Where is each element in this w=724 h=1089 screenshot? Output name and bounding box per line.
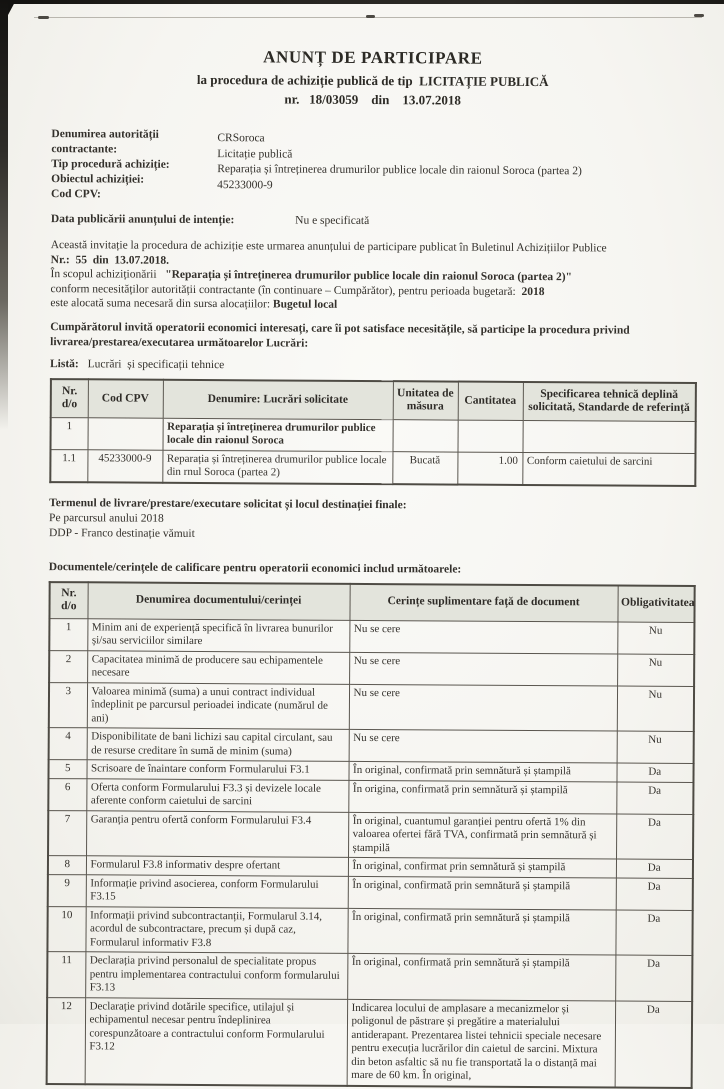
um-cell	[392, 419, 457, 451]
document-subtitle: la procedura de achiziție publică de tip LICITAȚIE PUBLICĂ	[196, 71, 549, 90]
den-cell: Oferta conform Formularului F3.3 și devizele locale aferente conform caietului de sarcini	[86, 778, 348, 812]
funding-source-bold: Bugetul local	[272, 298, 338, 312]
col-header-unitate: Unitatea de măsura	[393, 381, 458, 419]
table-row	[47, 997, 693, 1087]
den-cell: Disponibilitate de bani lichizi sau capital circulant, sau de resurse creditare în sumă de minim (suma)	[87, 728, 349, 762]
detail-label: Denumirea autorității contractante:	[51, 128, 159, 156]
budget-year-bold: 2018	[521, 285, 545, 298]
table-header-row	[51, 379, 696, 421]
table-row	[47, 952, 692, 1001]
cer-cell: Indicarea locului de amplasare a mecanizmelor și poligonul de păstrare și pregătire a materialului antiderapant. Prezentarea listei tehnicii speciale necesare pentru execuția lucrărilor din caietul de sarcini. Mixtura din beton asfaltic să nu fie transportată la o distanță mai mare de 60 km. În original,	[347, 999, 616, 1087]
table-row	[49, 728, 694, 764]
obl-cell: Da	[616, 763, 693, 782]
nr-cell: 10	[47, 906, 85, 952]
den-cell: Declarația privind personalul de specialitate propus pentru implementarea contractului conform formularului F3.13	[85, 952, 347, 999]
publication-date-row	[51, 213, 693, 229]
intro-line-bulletin-nr: Nr.: 55 din 13.07.2018.	[50, 253, 170, 267]
den-cell: Formularul F3.8 informativ despre ofertant	[86, 856, 348, 876]
nr-cell: 5	[48, 760, 86, 779]
den-cell: Informații privind subcontractanții, Formularul 3.14, acordul de subcontractare, precum și după caz, Formularul informativ F3.8	[85, 906, 347, 953]
contract-details	[51, 127, 693, 206]
scan-edge-left	[0, 0, 8, 430]
col-header-document: Denumirea documentului/cerinței	[87, 582, 349, 620]
qualification-table-body	[47, 618, 695, 1087]
detail-value: Licitație publică	[217, 147, 293, 161]
col-header-nr: Nr. d/o	[49, 582, 87, 619]
cpv-cell	[87, 417, 162, 449]
cer-cell: În original, confirmat prin semnătură și ștampilă	[348, 858, 616, 878]
cer-cell: Nu se cere	[349, 730, 617, 764]
nr-cell: 1	[49, 618, 87, 650]
publication-date-label: Data publicării anunțului de intenție:	[50, 213, 235, 227]
den-cell: Scrisoare de înaintare conform Formularului F3.1	[86, 760, 348, 780]
obl-cell: Da	[616, 859, 693, 878]
works-table	[49, 378, 697, 486]
den-cell: Minim ani de experiență specifică în livrarea bunurilor și/sau serviciilor similare	[87, 618, 349, 652]
nr-cell: 2	[49, 650, 87, 682]
intro-text: În scopul achiziționării	[50, 268, 166, 281]
obl-cell: Nu	[617, 686, 694, 732]
col-header-obligativitate: Obligativitatea	[617, 585, 694, 622]
cer-cell: În original, confirmată prin semnătură și ștampilă	[348, 762, 616, 782]
works-table-body	[50, 417, 695, 485]
col-header-cerinte: Cerințe suplimentare față de document	[349, 584, 617, 622]
list-caption-text: Lucrări și specificații tehnice	[87, 358, 225, 372]
um-cell: Bucată	[392, 451, 457, 484]
scan-mark	[38, 16, 49, 19]
den-cell: Reparația și întreținerea drumurilor publice locale din rnul Soroca (partea 2)	[162, 450, 392, 484]
table-header-row	[49, 582, 694, 622]
table-row	[49, 650, 694, 686]
delivery-term-line: Pe parcursul anului 2018	[49, 511, 164, 525]
intro-paragraph	[50, 238, 692, 315]
cer-cell: În origina, confirmată prin semnătură și ștampilă	[348, 780, 616, 814]
den-cell: Informație privind asocierea, conform Formularului F3.15	[86, 874, 348, 908]
spec-cell	[522, 420, 695, 453]
list-caption	[50, 358, 692, 374]
detail-label: Obiectul achiziției:	[51, 173, 145, 186]
intro-text: este alocată suma necesară din sursa alocațiilor:	[50, 297, 273, 311]
publication-date-value: Nu e specificată	[295, 214, 370, 228]
cer-cell: Nu se cere	[349, 652, 617, 686]
qualification-heading: Documentele/cerințele de calificare pentru operatorii economici includ următoarele:	[48, 560, 462, 576]
obl-cell: Nu	[617, 731, 694, 763]
nr-cell: 12	[47, 997, 86, 1084]
cer-cell: În original, confirmată prin semnătură și ștampilă	[347, 954, 615, 1001]
col-header-nr: Nr. d/o	[51, 379, 88, 417]
cer-cell: În original, confirmată prin semnătură și ștampilă	[348, 876, 616, 910]
intro-line: Această invitație la procedura de achiziție este urmarea anunțului de participare publicat în Buletinul Achizițiilor Publice	[50, 239, 607, 255]
den-cell: Capacitatea minimă de producere sau echipamentele necesare	[87, 650, 349, 684]
qualification-table-header	[49, 582, 694, 622]
col-header-denumire: Denumire: Lucrări solicitate	[163, 380, 393, 419]
table-row	[49, 682, 694, 731]
obl-cell: Da	[615, 955, 692, 1001]
scan-mark	[366, 15, 375, 18]
invitation-paragraph: Cumpărătorul invită operatorii economici interesați, care îi pot satisface necesitățile, să participe la procedura privind livrarea/prestarea/executarea următoarelor Lucrări:	[50, 321, 630, 350]
table-row	[47, 906, 692, 955]
scan-edge-top	[0, 0, 724, 4]
contract-details-labels	[51, 127, 217, 203]
obl-cell: Da	[615, 1001, 693, 1088]
contract-details-values	[217, 128, 693, 206]
table-row	[51, 417, 696, 453]
table-row	[48, 778, 693, 814]
cer-cell: Nu se cere	[349, 620, 617, 654]
nr-cell: 9	[48, 874, 86, 906]
col-header-specificare: Specificarea tehnică deplină solicitată, Standarde de referință	[523, 382, 696, 421]
nr-cell: 8	[48, 856, 86, 875]
spec-cell: Conform caietului de sarcini	[522, 452, 695, 486]
delivery-term-line: DDP - Franco destinație vămuit	[48, 526, 195, 540]
scan-mark	[694, 14, 704, 17]
nr-cell: 7	[48, 810, 86, 856]
obl-cell: Da	[616, 878, 693, 910]
list-caption-label: Listă:	[49, 358, 79, 371]
den-cell: Declarație privind dotările specifice, utilajul și echipamentul necesar pentru îndeplinirea corespunzătoare a contractului conform Formularului F3.12	[85, 997, 348, 1085]
obl-cell: Nu	[617, 654, 694, 686]
col-header-cpv: Cod CPV	[88, 379, 163, 417]
den-cell: Reparația și întreținerea drumurilor publice locale din raionul Soroca	[162, 418, 392, 451]
detail-value: CRSoroca	[217, 132, 265, 145]
document-number-line: nr. 18/03059 din 13.07.2018	[284, 91, 461, 108]
intro-line	[50, 296, 692, 315]
nr-cell: 1	[51, 417, 88, 449]
nr-cell: 6	[48, 778, 86, 810]
obl-cell: Da	[615, 910, 692, 956]
cpv-cell: 45233000-9	[87, 449, 162, 482]
intro-text: conform necesităților autorității contractante (în continuare – Cumpărător), pentru perioada bugetară:	[50, 282, 522, 298]
obl-cell: Nu	[617, 622, 694, 654]
cer-cell: În original, confirmată prin semnătură și ștampilă	[347, 908, 615, 955]
cer-cell: Nu se cere	[349, 684, 617, 731]
nr-cell: 1.1	[50, 449, 87, 482]
detail-label: Cod CPV:	[51, 188, 101, 201]
obl-cell: Da	[616, 782, 693, 814]
table-row	[49, 618, 694, 654]
detail-value: Reparația și întreținerea drumurilor publice locale din raionul Soroca (partea 2)	[217, 163, 582, 178]
procurement-object-bold: "Reparația și întreținerea drumurilor publice locale din raionul Soroca (partea 2)"	[165, 268, 572, 284]
table-row	[50, 449, 695, 485]
detail-label: Tip procedură achiziție:	[51, 158, 170, 171]
col-header-cantitate: Cantitatea	[458, 382, 523, 420]
table-row	[48, 874, 693, 910]
cant-cell: 1.00	[457, 452, 522, 485]
den-cell: Garanția pentru ofertă conform Formularului F3.4	[86, 810, 348, 857]
nr-cell: 3	[49, 682, 87, 728]
qualification-table	[46, 581, 696, 1089]
nr-cell: 11	[47, 952, 85, 998]
table-row	[48, 810, 693, 859]
works-table-header	[51, 379, 696, 421]
delivery-terms-heading: Termenul de livrare/prestare/executare solicitat și locul destinației finale:	[49, 496, 407, 511]
delivery-terms	[49, 496, 691, 545]
document-title: ANUNȚ DE PARTICIPARE	[263, 47, 483, 68]
nr-cell: 4	[49, 728, 87, 760]
obl-cell: Da	[616, 814, 693, 860]
detail-value: 45233000-9	[217, 178, 273, 191]
den-cell: Valoarea minimă (suma) a unui contract individual îndeplinit pe parcursul perioadei indicate (numărul de ani)	[87, 682, 349, 729]
cant-cell	[457, 420, 522, 452]
cer-cell: În original, cuantumul garanției pentru ofertă 1% din valoarea ofertei fără TVA, confirmată prin semnătură și ștampilă	[348, 812, 616, 859]
